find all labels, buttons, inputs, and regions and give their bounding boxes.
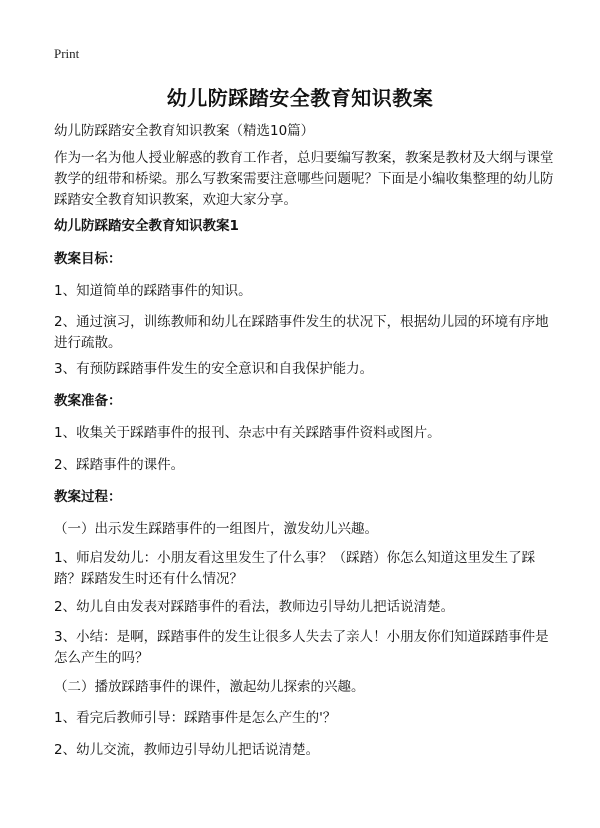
process-item-5: 2、幼儿交流，教师边引导幼儿把话说清楚。 <box>54 742 320 758</box>
intro-paragraph: 作为一名为他人授业解惑的教育工作者，总归要编写教案，教案是教材及大纲与课堂教学的纽带和桥梁。那么写教案需要注意哪些问题呢？下面是小编收集整理的幼儿防踩踏安全教育知识教案，欢迎大家分享。 <box>54 150 554 208</box>
intro-subtitle: 幼儿防踩踏安全教育知识教案（精选10篇） <box>54 123 315 139</box>
prep-item-2: 2、踩踏事件的课件。 <box>54 457 185 473</box>
goal-item-1: 1、知道简单的踩踏事件的知识。 <box>54 283 252 299</box>
process-step-2: （二）播放踩踏事件的课件，激起幼儿探索的兴趣。 <box>54 679 365 695</box>
prep-heading: 教案准备： <box>54 393 122 409</box>
goals-heading: 教案目标： <box>54 251 122 267</box>
print-label: Print <box>54 46 80 61</box>
goal-item-2: 2、通过演习，训练教师和幼儿在踩踏事件发生的状况下，根据幼儿园的环境有序地进行疏散。 <box>54 314 549 351</box>
page-title: 幼儿防踩踏安全教育知识教案 <box>166 86 434 110</box>
process-item-2: 2、幼儿自由发表对踩踏事件的看法，教师边引导幼儿把话说清楚。 <box>54 599 455 615</box>
process-item-3: 3、小结：是啊，踩踏事件的发生让很多人失去了亲人！小朋友你们知道踩踏事件是怎么产生的吗？ <box>54 629 549 666</box>
process-item-1: 1、师启发幼儿：小朋友看这里发生了什么事？（踩踏）你怎么知道这里发生了踩踏？踩踏发生时还有什么情况？ <box>54 550 536 587</box>
goal-item-3: 3、有预防踩踏事件发生的安全意识和自我保护能力。 <box>54 361 374 377</box>
process-item-4: 1、看完后教师引导：踩踏事件是怎么产生的'？ <box>54 710 337 726</box>
process-heading: 教案过程： <box>54 489 122 505</box>
prep-item-1: 1、收集关于踩踏事件的报刊、杂志中有关踩踏事件资料或图片。 <box>54 425 441 441</box>
lesson-heading: 幼儿防踩踏安全教育知识教案1 <box>54 218 239 234</box>
process-step-1: （一）出示发生踩踏事件的一组图片，激发幼儿兴趣。 <box>54 521 378 537</box>
